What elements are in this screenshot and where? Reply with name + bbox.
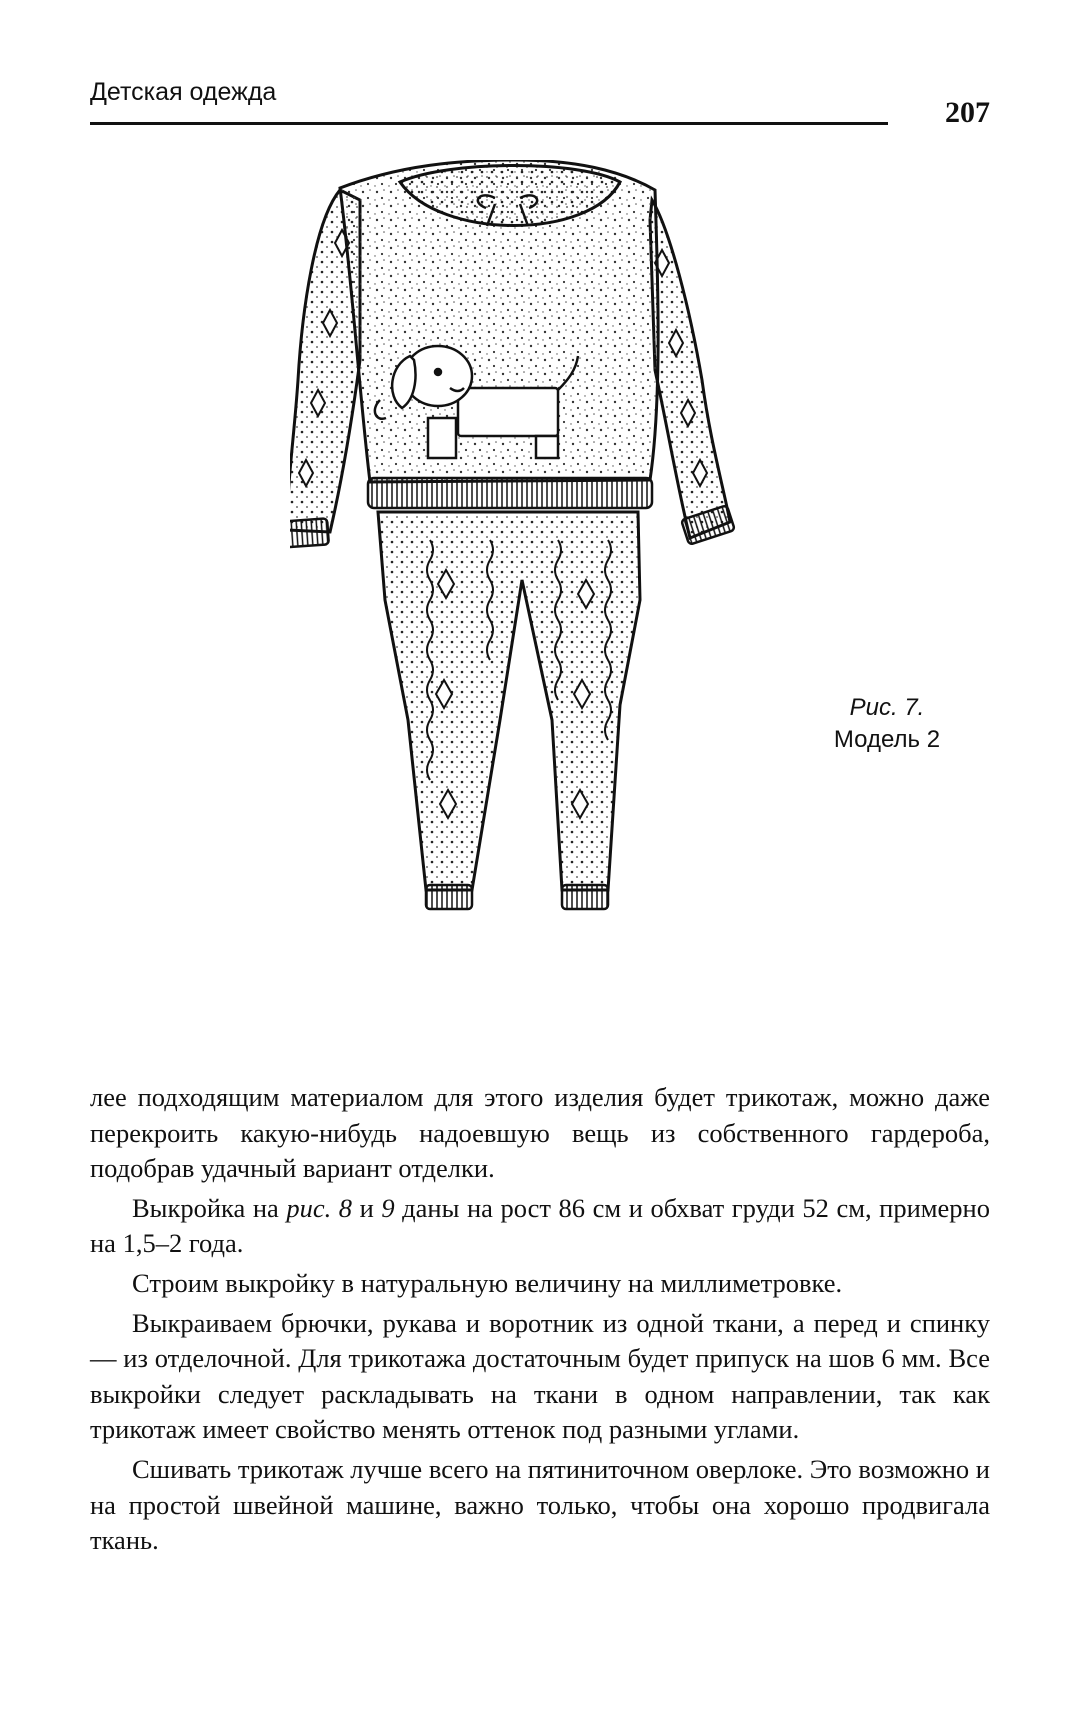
paragraph-2-part-a: Выкройка на (132, 1192, 287, 1223)
header-rule (90, 122, 888, 125)
paragraph-1: лее подходящим материалом для этого изделия будет трикотаж, можно даже перекроить какую-нибудь надоевшую вещь из собственного гардероба, подобрав удачный вариант отделки. (90, 1082, 990, 1184)
paragraph-2 (90, 1191, 990, 1262)
figure-knit-suit-illustration (290, 160, 820, 1020)
body-text (90, 1080, 990, 1559)
figure-caption-ref: Рис. 7. (849, 694, 925, 721)
page-number: 207 (945, 96, 990, 129)
paragraph-4: Выкраиваем брючки, рукава и воротник из одной ткани, а перед и спинку — из отделочной. Для трикотажа достаточным будет припуск на шов 6 мм. Все выкройки следует раскладывать на ткани в одном направлении, так как трикотаж имеет свойство менять оттенок под разными углами. (90, 1307, 990, 1445)
trousers (378, 512, 640, 909)
sweater (340, 160, 658, 508)
page-header (90, 78, 990, 140)
paragraph-2-part-c: даны на рост 86 см и обхват груди 52 см, примерно на 1,5–2 года. (90, 1192, 990, 1259)
figure-reference: рис. 8 (286, 1192, 353, 1223)
paragraph-2-part-b: и (352, 1192, 382, 1223)
figure-caption (812, 692, 962, 756)
running-title: Детская одежда (90, 78, 277, 106)
figure-reference-2: 9 (381, 1192, 395, 1223)
knit-suit-drawing (290, 160, 820, 1020)
figure-caption-title: Модель 2 (833, 726, 941, 753)
paragraph-3: Строим выкройку в натуральную величину на миллиметровке. (132, 1267, 843, 1298)
paragraph-5: Сшивать трикотаж лучше всего на пятиниточном оверлоке. Это возможно и на простой швейной машине, важно только, чтобы она хорошо продвигала ткань. (90, 1453, 990, 1556)
